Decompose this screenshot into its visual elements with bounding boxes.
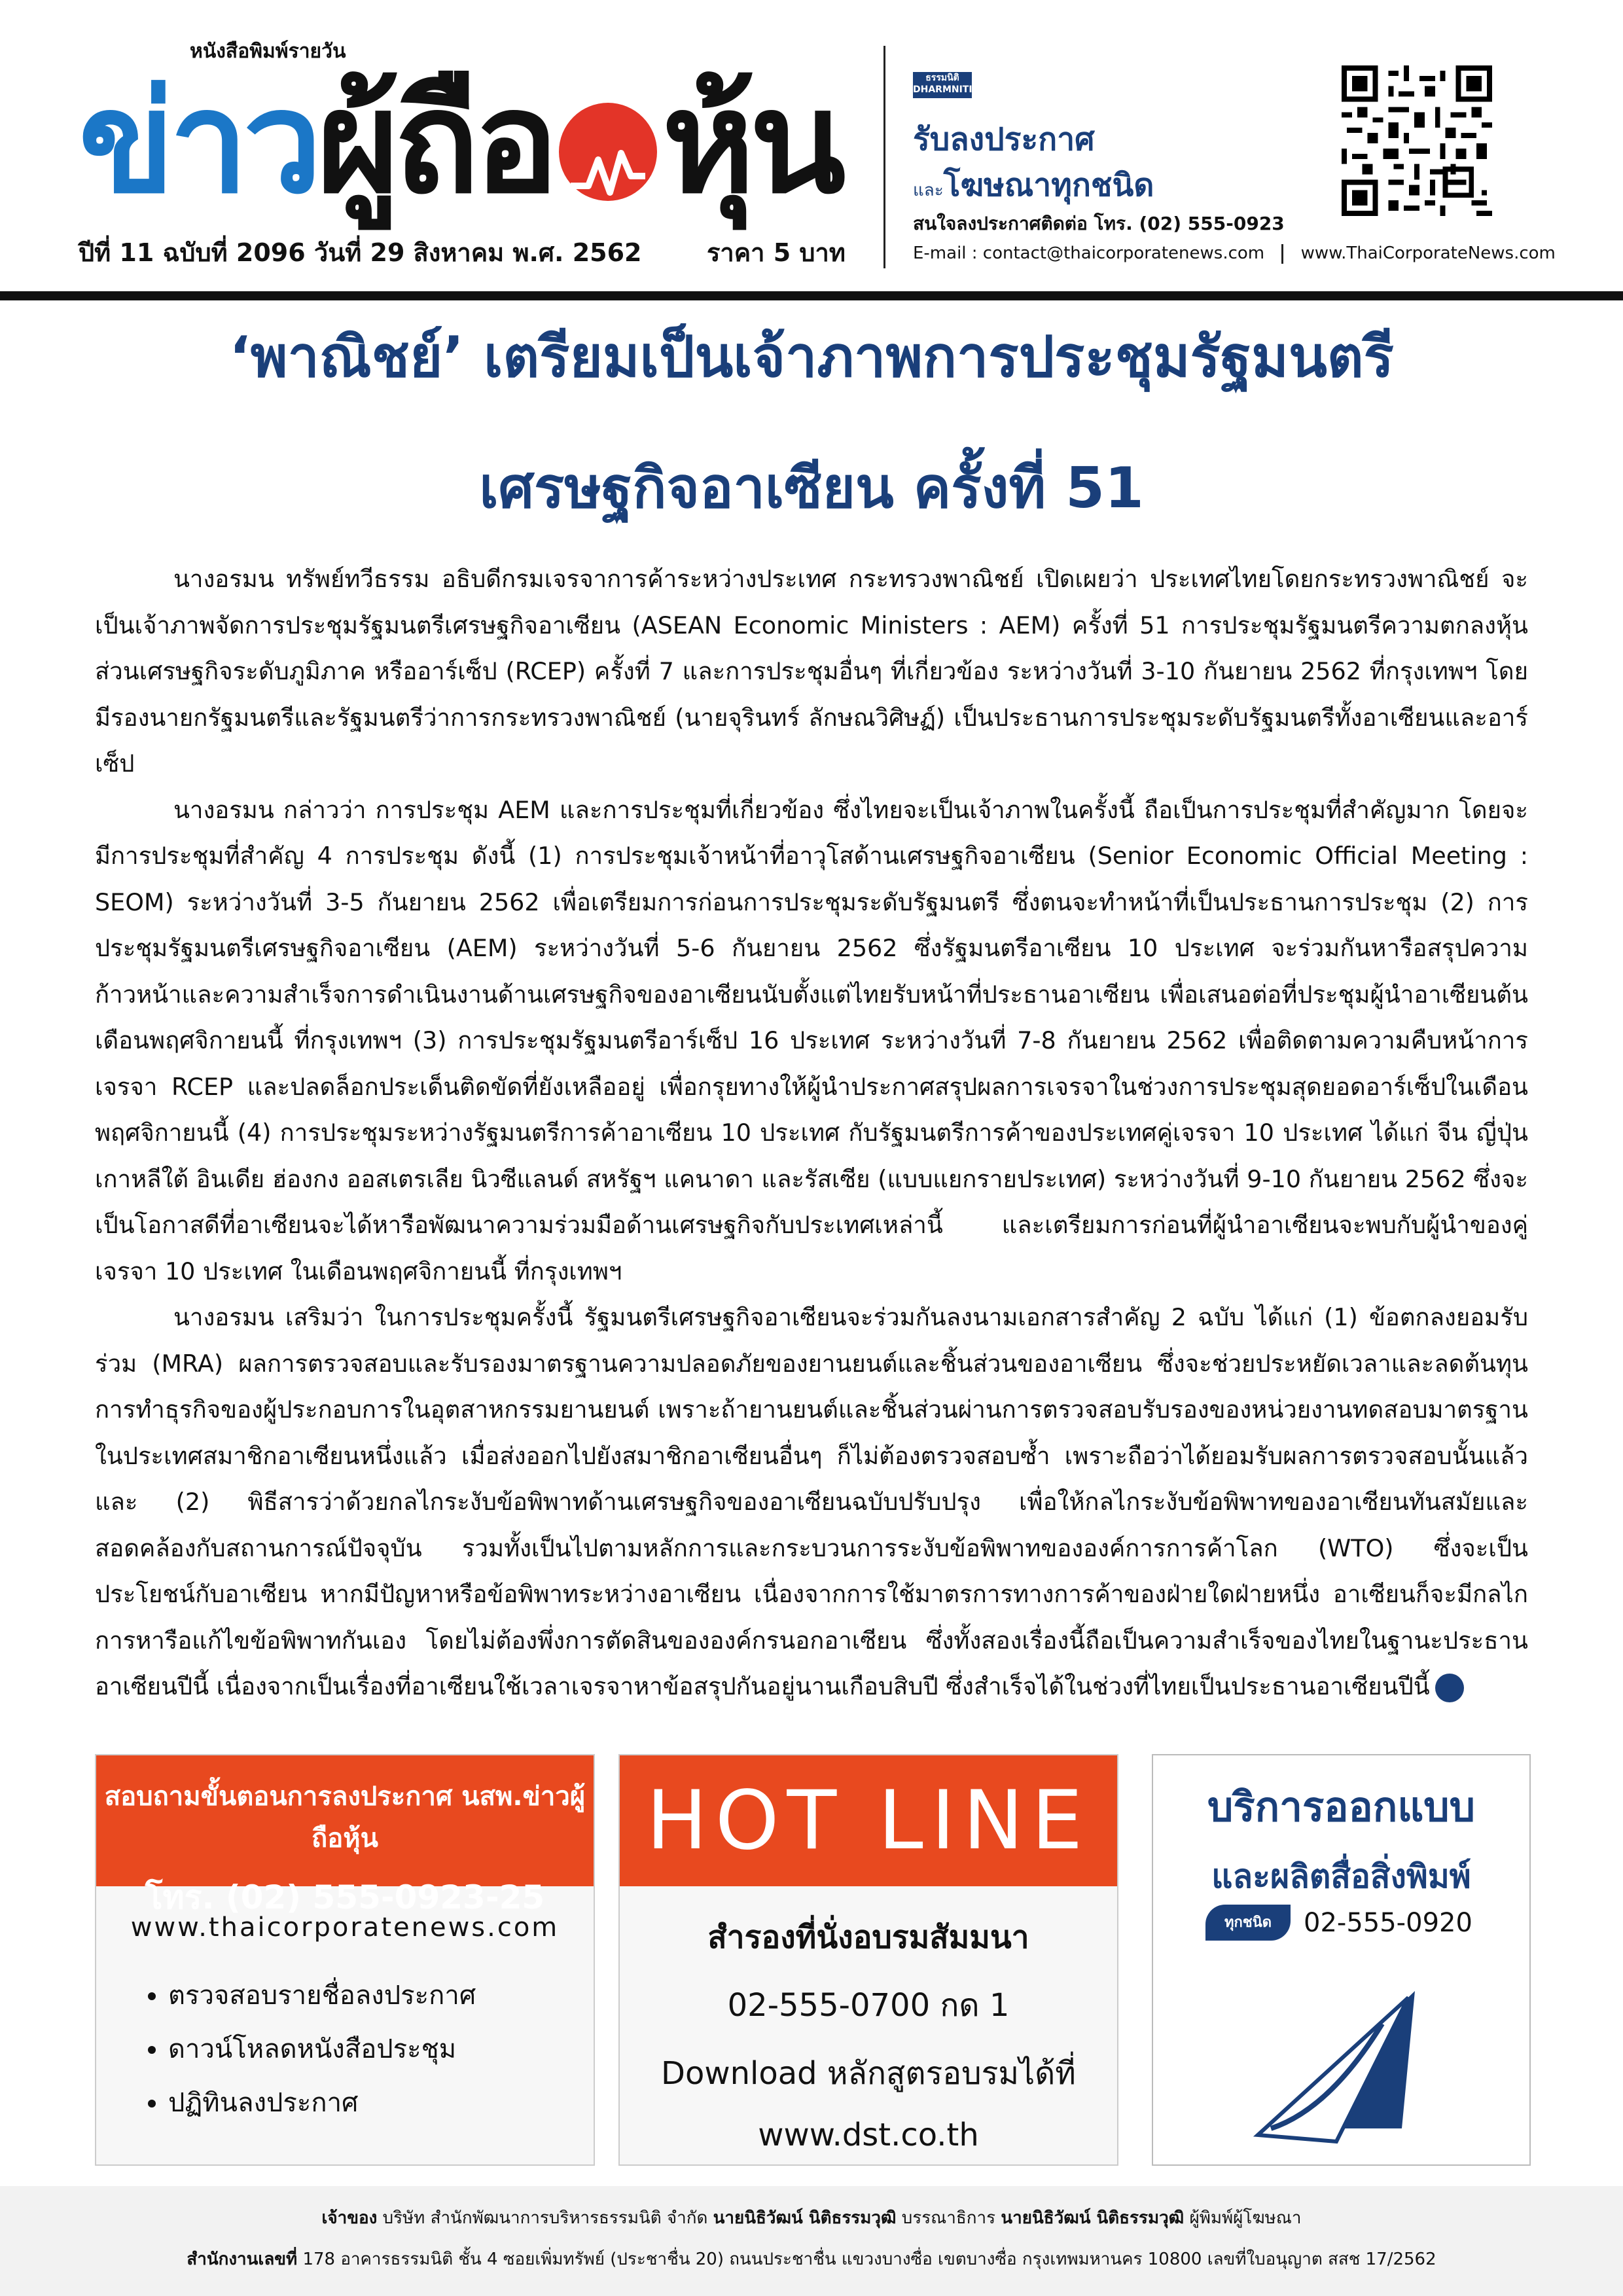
announcement-info-box bbox=[95, 1754, 595, 2166]
ad-subheading-text: โฆษณาทุกชนิด bbox=[943, 167, 1154, 204]
article-paragraph-1: นางอรมน ทรัพย์ทวีธรรม อธิบดีกรมเจรจาการค้าระหว่างประเทศ กระทรวงพาณิชย์ เปิดเผยว่า ประเทศไทยโดยกระทรวงพาณิชย์ จะเป็นเจ้าภาพจัดการประชุมรัฐมนตรีเศรษฐกิจอาเซียน (ASEAN Economic Ministers : AEM) ครั้งที่ 51 การประชุมรัฐมนตรีความตกลงหุ้นส่วนเศรษฐกิจระดับภูมิภาค หรืออาร์เซ็ป (RCEP) ครั้งที่ 7 และการประชุมอื่นๆ ที่เกี่ยวข้อง ระหว่างวันที่ 3-10 กันยายน 2562 ที่กรุงเทพฯ โดยมีรองนายกรัฐมนตรีและรัฐมนตรีว่าการกระทรวงพาณิชย์ (นายจุรินทร์ ลักษณวิศิษฏ์) เป็นประธานการประชุมระดับรัฐมนตรีทั้งอาเซียนและอาร์เซ็ป bbox=[95, 565, 1528, 778]
article-paragraph-2: นางอรมน กล่าวว่า การประชุม AEM และการประชุมที่เกี่ยวข้อง ซึ่งไทยจะเป็นเจ้าภาพในครั้งนี้ ถือเป็นการประชุมที่สำคัญมาก โดยจะมีการประชุมที่สำคัญ 4 การประชุม ดังนี้ (1) การประชุมเจ้าหน้าที่อาวุโสด้านเศรษฐกิจอาเซียน (Senior Economic Official Meeting : SEOM) ระหว่างวันที่ 3-5 กันยายน 2562 เพื่อเตรียมการก่อนการประชุมระดับรัฐมนตรี ซึ่งตนจะทำหน้าที่เป็นประธานการประชุม (2) การประชุมรัฐมนตรีเศรษฐกิจอาเซียน (AEM) ระหว่างวันที่ 5-6 กันยายน 2562 ซึ่งรัฐมนตรีอาเซียน 10 ประเทศ จะร่วมกันหารือสรุปความก้าวหน้าและความสำเร็จการดำเนินงานด้านเศรษฐกิจของอาเซียนนับตั้งแต่ไทยรับหน้าที่ประธานอาเซียน เพื่อเสนอต่อที่ประชุมผู้นำอาเซียนต้นเดือนพฤศจิกายนนี้ ที่กรุงเทพฯ (3) การประชุมรัฐมนตรีอาร์เซ็ป 16 ประเทศ ระหว่างวันที่ 7-8 กันยายน 2562 เพื่อติดตามความคืบหน้าการเจรจา RCEP และปลดล็อกประเด็นติดขัดที่ยังเหลืออยู่ เพื่อกรุยทางให้ผู้นำประกาศสรุปผลการเจรจาในช่วงการประชุมสุดยอดอาร์เซ็ปในเดือนพฤศจิกายนนี้ (4) การประชุมระหว่างรัฐมนตรีการค้าอาเซียน 10 ประเทศ กับรัฐมนตรีการค้าของประเทศคู่เจรจา 10 ประเทศ ได้แก่ จีน ญี่ปุ่น เกาหลีใต้ อินเดีย ฮ่องกง ออสเตรเลีย นิวซีแลนด์ สหรัฐฯ แคนาดา และรัสเซีย (แบบแยกรายประเทศ) ระหว่างวันที่ 9-10 กันยายน 2562 ซึ่งจะเป็นโอกาสดีที่อาเซียนจะได้หารือพัฒนาความร่วมมือด้านเศรษฐกิจกับประเทศเหล่านี้ และเตรียมการก่อนที่ผู้นำอาเซียนจะพบกับผู้นำของคู่เจรจา 10 ประเทศ ในเดือนพฤศจิกายนนี้ ที่กรุงเทพฯ bbox=[95, 795, 1528, 1285]
dharmniti-badge: ธรรมนิติ DHARMNITI bbox=[913, 72, 972, 98]
publication-tagline: หนังสือพิมพ์รายวัน bbox=[190, 40, 346, 63]
service-list bbox=[96, 1969, 594, 2130]
email-link[interactable]: E-mail : contact@thaicorporatenews.com bbox=[913, 243, 1265, 263]
footer bbox=[0, 2186, 1623, 2296]
newspaper-logo bbox=[79, 49, 841, 224]
announcement-info-title: สอบถามขั้นตอนการลงประกาศ นสพ.ข่าวผู้ถือหุ้น bbox=[104, 1782, 586, 1854]
ad-subheading bbox=[913, 160, 1154, 210]
hotline-phone[interactable]: 02-555-0700 กด 1 bbox=[727, 1987, 1010, 2024]
logo-text-hun: หุ้น bbox=[662, 60, 841, 224]
stock-chart-logo-icon bbox=[559, 103, 657, 201]
logo-text-khao: ข่าว bbox=[79, 60, 317, 224]
masthead-rule bbox=[0, 291, 1623, 300]
hotline-download-text: Download หลักสูตรอบรมได้ที่ bbox=[661, 2055, 1076, 2092]
headline-line2: เศรษฐกิจอาเซียน ครั้งที่ 51 bbox=[479, 456, 1144, 521]
website-link[interactable]: www.ThaiCorporateNews.com bbox=[1300, 243, 1556, 263]
office-address: 178 อาคารธรรมนิติ ชั้น 4 ซอยเพิ่มทรัพย์ (ประชาชื่น 20) ถนนประชาชื่น แขวงบางซื่อ เขตบางซื่อ กรุงเทพมหานคร 10800 เลขที่ใบอนุญาต สสช 17/2562 bbox=[302, 2250, 1436, 2269]
owner-name: บริษัท สำนักพัฒนาการบริหารธรรมนิติ จำกัด bbox=[382, 2208, 708, 2228]
price: ราคา 5 บาท bbox=[707, 238, 846, 267]
issue-info: ปีที่ 11 ฉบับที่ 2096 วันที่ 29 สิงหาคม พ.ศ. 2562 bbox=[79, 238, 642, 267]
footer-address bbox=[0, 2246, 1623, 2272]
editor-role: บรรณาธิการ bbox=[901, 2208, 996, 2228]
contact-divider bbox=[1281, 244, 1283, 264]
owner-label: เจ้าของ bbox=[321, 2208, 378, 2228]
announcement-info-header bbox=[96, 1755, 594, 1916]
ad-heading: รับลงประกาศ bbox=[913, 121, 1095, 158]
editor-name: นายนิธิวัฒน์ นิติธรรมวุฒิ bbox=[713, 2208, 897, 2228]
office-label: สำนักงานเลขที่ bbox=[187, 2250, 298, 2269]
hotline-title: HOT LINE bbox=[620, 1755, 1117, 1886]
design-service-contact bbox=[1205, 1905, 1472, 1941]
ad-prefix: และ bbox=[913, 181, 944, 200]
masthead-divider bbox=[883, 46, 885, 268]
qr-code-icon[interactable] bbox=[1342, 65, 1492, 216]
hotline-website[interactable]: www.dst.co.th bbox=[758, 2117, 979, 2153]
logo-text-phuthue: ผู้ถือ bbox=[317, 60, 554, 224]
printing-logo-icon bbox=[1251, 1978, 1435, 2148]
publisher-name: นายนิธิวัฒน์ นิติธรรมวุฒิ bbox=[1001, 2208, 1185, 2228]
headline-line1: ‘พาณิชย์’ เตรียมเป็นเจ้าภาพการประชุมรัฐมนตรี bbox=[229, 325, 1394, 390]
hotline-box bbox=[618, 1754, 1118, 2166]
announcement-website[interactable]: www.thaicorporatenews.com bbox=[130, 1912, 560, 1943]
hotline-seminar-text: สำรองที่นั่งอบรมสัมมนา bbox=[707, 1919, 1029, 1956]
masthead bbox=[0, 0, 1623, 298]
design-service-tag: ทุกชนิด bbox=[1205, 1905, 1291, 1941]
announcement-info-phone[interactable]: โทร. (02) 555-0923-25 bbox=[145, 1878, 545, 1916]
article-body bbox=[95, 556, 1528, 1710]
list-item: • ดาวน์โหลดหนังสือประชุม bbox=[168, 2022, 594, 2076]
design-service-box bbox=[1152, 1754, 1531, 2166]
publisher-role: ผู้พิมพ์ผู้โฆษณา bbox=[1189, 2208, 1302, 2228]
article-paragraph-3-text: นางอรมน เสริมว่า ในการประชุมครั้งนี้ รัฐมนตรีเศรษฐกิจอาเซียนจะร่วมกันลงนามเอกสารสำคัญ 2 ฉบับ ได้แก่ (1) ข้อตกลงยอมรับร่วม (MRA) ผลการตรวจสอบและรับรองมาตรฐานความปลอดภัยของยานยนต์และชิ้นส่วนของอาเซียน ซึ่งจะช่วยประหยัดเวลาและลดต้นทุนการทำธุรกิจของผู้ประกอบการในอุตสาหกรรมยานยนต์ เพราะถ้ายานยนต์และชิ้นส่วนผ่านการตรวจสอบรับรองของหน่วยงานทดสอบมาตรฐานในประเทศสมาชิกอาเซียนหนึ่งแล้ว เมื่อส่งออกไปยังสมาชิกอาเซียนอื่นๆ ก็ไม่ต้องตรวจสอบซ้ำ เพราะถือว่าได้ยอมรับผลการตรวจสอบนั้นแล้ว และ (2) พิธีสารว่าด้วยกลไกระงับข้อพิพาทด้านเศรษฐกิจของอาเซียนฉบับปรับปรุง เพื่อให้กลไกระงับข้อพิพาทของอาเซียนทันสมัยและสอดคล้องกับสถานการณ์ปัจจุบัน รวมทั้งเป็นไปตามหลักการและกระบวนการระงับข้อพิพาทขององค์การการค้าโลก (WTO) ซึ่งจะเป็นประโยชน์กับอาเซียน หากมีปัญหาหรือข้อพิพาทระหว่างอาเซียน เนื่องจากการใช้มาตรการทางการค้าของฝ่ายใดฝ่ายหนึ่ง อาเซียนก็จะมีกลไกการหารือแก้ไขข้อพิพาทกันเอง โดยไม่ต้องพึ่งการตัดสินขององค์กรนอกอาเซียน ซึ่งทั้งสองเรื่องนี้ถือเป็นความสำเร็จของไทยในฐานะประธานอาเซียนปีนี้ เนื่องจากเป็นเรื่องที่อาเซียนใช้เวลาเจรจาหาข้อสรุปกันอยู่นานเกือบสิบปี ซึ่งสำเร็จได้ในช่วงที่ไทยเป็นประธานอาเซียนปีนี้ bbox=[95, 1303, 1528, 1700]
contact-line bbox=[913, 243, 1556, 264]
design-service-phone[interactable]: 02-555-0920 bbox=[1304, 1907, 1472, 1938]
article-paragraph-3 bbox=[95, 1295, 1528, 1710]
list-item: • ปฏิทินลงประกาศ bbox=[168, 2076, 594, 2130]
footer-ownership bbox=[0, 2186, 1623, 2231]
design-service-title: บริการออกแบบ bbox=[1207, 1783, 1475, 1831]
list-item: • ตรวจสอบรายชื่อลงประกาศ bbox=[168, 1969, 594, 2022]
ad-contact: สนใจลงประกาศติดต่อ โทร. (02) 555-0923 bbox=[913, 213, 1285, 234]
article-end-mark-icon bbox=[1435, 1674, 1464, 1702]
design-service-subtitle: และผลิตสื่อสิ่งพิมพ์ bbox=[1211, 1857, 1471, 1895]
